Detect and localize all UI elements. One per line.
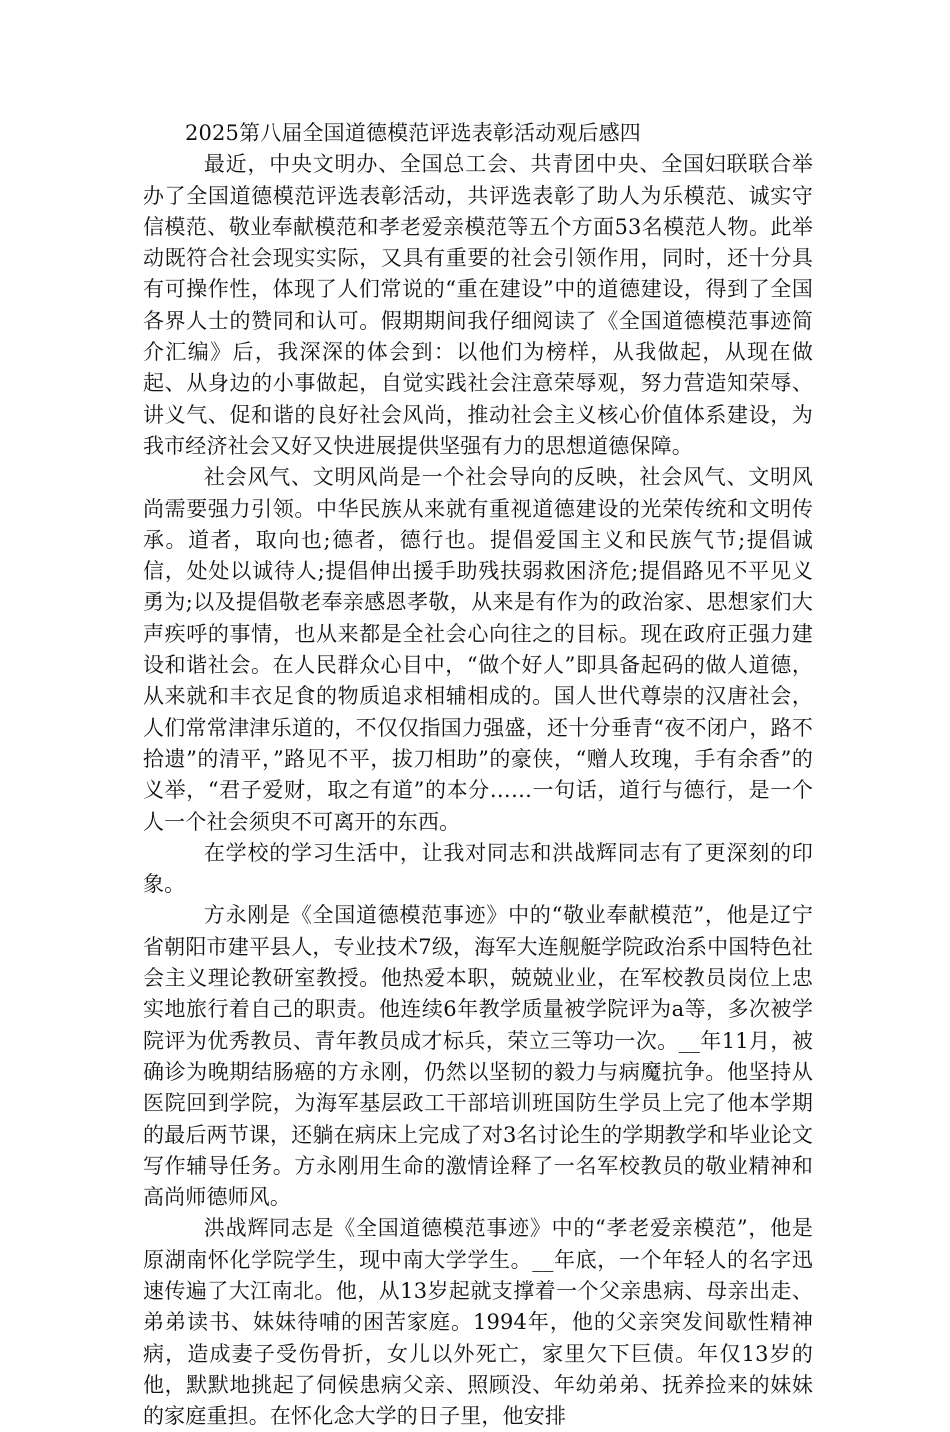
document-body: [143, 118, 813, 1432]
document-title: 2025第八届全国道德模范评选表彰活动观后感四: [185, 121, 641, 145]
paragraph-5: 洪战辉同志是《全国道德模范事迹》中的“孝老爱亲模范”，他是原湖南怀化学院学生，现中南大学学生。__年底，一个年轻人的名字迅速传遍了大江南北。他，从13岁起就支撑着一个父亲患病、母亲出走、弟弟读书、妹妹待哺的困苦家庭。1994年，他的父亲突发间歇性精神病，造成妻子受伤骨折，女儿以外死亡，家里欠下巨债。年仅13岁的他，默默地挑起了伺候患病父亲、照顾没、年幼弟弟、抚养捡来的妹妹的家庭重担。在怀化念大学的日子里，他安排: [143, 1216, 813, 1429]
paragraph-3: 在学校的学习生活中，让我对同志和洪战辉同志有了更深刻的印象。: [143, 840, 813, 897]
paragraph-2: 社会风气、文明风尚是一个社会导向的反映，社会风气、文明风尚需要强力引领。中华民族从来就有重视道德建设的光荣传统和文明传承。道者，取向也;德者，德行也。提倡爱国主义和民族气节;提倡诚信，处处以诚待人;提倡伸出援手助残扶弱救困济危;提倡路见不平见义勇为;以及提倡敬老奉亲感恩孝敬，从来是有作为的政治家、思想家们大声疾呼的事情，也从来都是全社会心向往之的目标。现在政府正强力建设和谐社会。在人民群众心目中，“做个好人”即具备起码的做人道德，从来就和丰衣足食的物质追求相辅相成的。国人世代尊崇的汉唐社会，人们常常津津乐道的，不仅仅指国力强盛，还十分垂青“夜不闭户，路不拾遗”的清平，”路见不平，拔刀相助”的豪侠，“赠人玫瑰，手有余香”的义举，“君子爱财，取之有道”的本分……一句话，道行与德行，是一个人一个社会须臾不可离开的东西。: [143, 465, 813, 834]
paragraph-1: 最近，中央文明办、全国总工会、共青团中央、全国妇联联合举办了全国道德模范评选表彰活动，共评选表彰了助人为乐模范、诚实守信模范、敬业奉献模范和孝老爱亲模范等五个方面53名模范人物。此举动既符合社会现实实际，又具有重要的社会引领作用，同时，还十分具有可操作性，体现了人们常说的“重在建设”中的道德建设，得到了全国各界人士的赞同和认可。假期期间我仔细阅读了《全国道德模范事迹简介汇编》后，我深深的体会到：以他们为榜样，从我做起，从现在做起、从身边的小事做起，自觉实践社会注意荣辱观，努力营造知荣辱、讲义气、促和谐的良好社会风尚，推动社会主义核心价值体系建设，为我市经济社会又好又快进展提供坚强有力的思想道德保障。: [143, 152, 813, 458]
paragraph-4: 方永刚是《全国道德模范事迹》中的“敬业奉献模范”，他是辽宁省朝阳市建平县人，专业技术7级，海军大连舰艇学院政治系中国特色社会主义理论教研室教授。他热爱本职，兢兢业业，在军校教员岗位上忠实地旅行着自己的职责。他连续6年教学质量被学院评为a等，多次被学院评为优秀教员、青年教员成才标兵，荣立三等功一次。__年11月，被确诊为晚期结肠癌的方永刚，仍然以坚韧的毅力与病魔抗争。他坚持从医院回到学院，为海军基层政工干部培训班国防生学员上完了他本学期的最后两节课，还躺在病床上完成了对3名讨论生的学期教学和毕业论文写作辅导任务。方永刚用生命的激情诠释了一名军校教员的敬业精神和高尚师德师风。: [143, 903, 813, 1210]
